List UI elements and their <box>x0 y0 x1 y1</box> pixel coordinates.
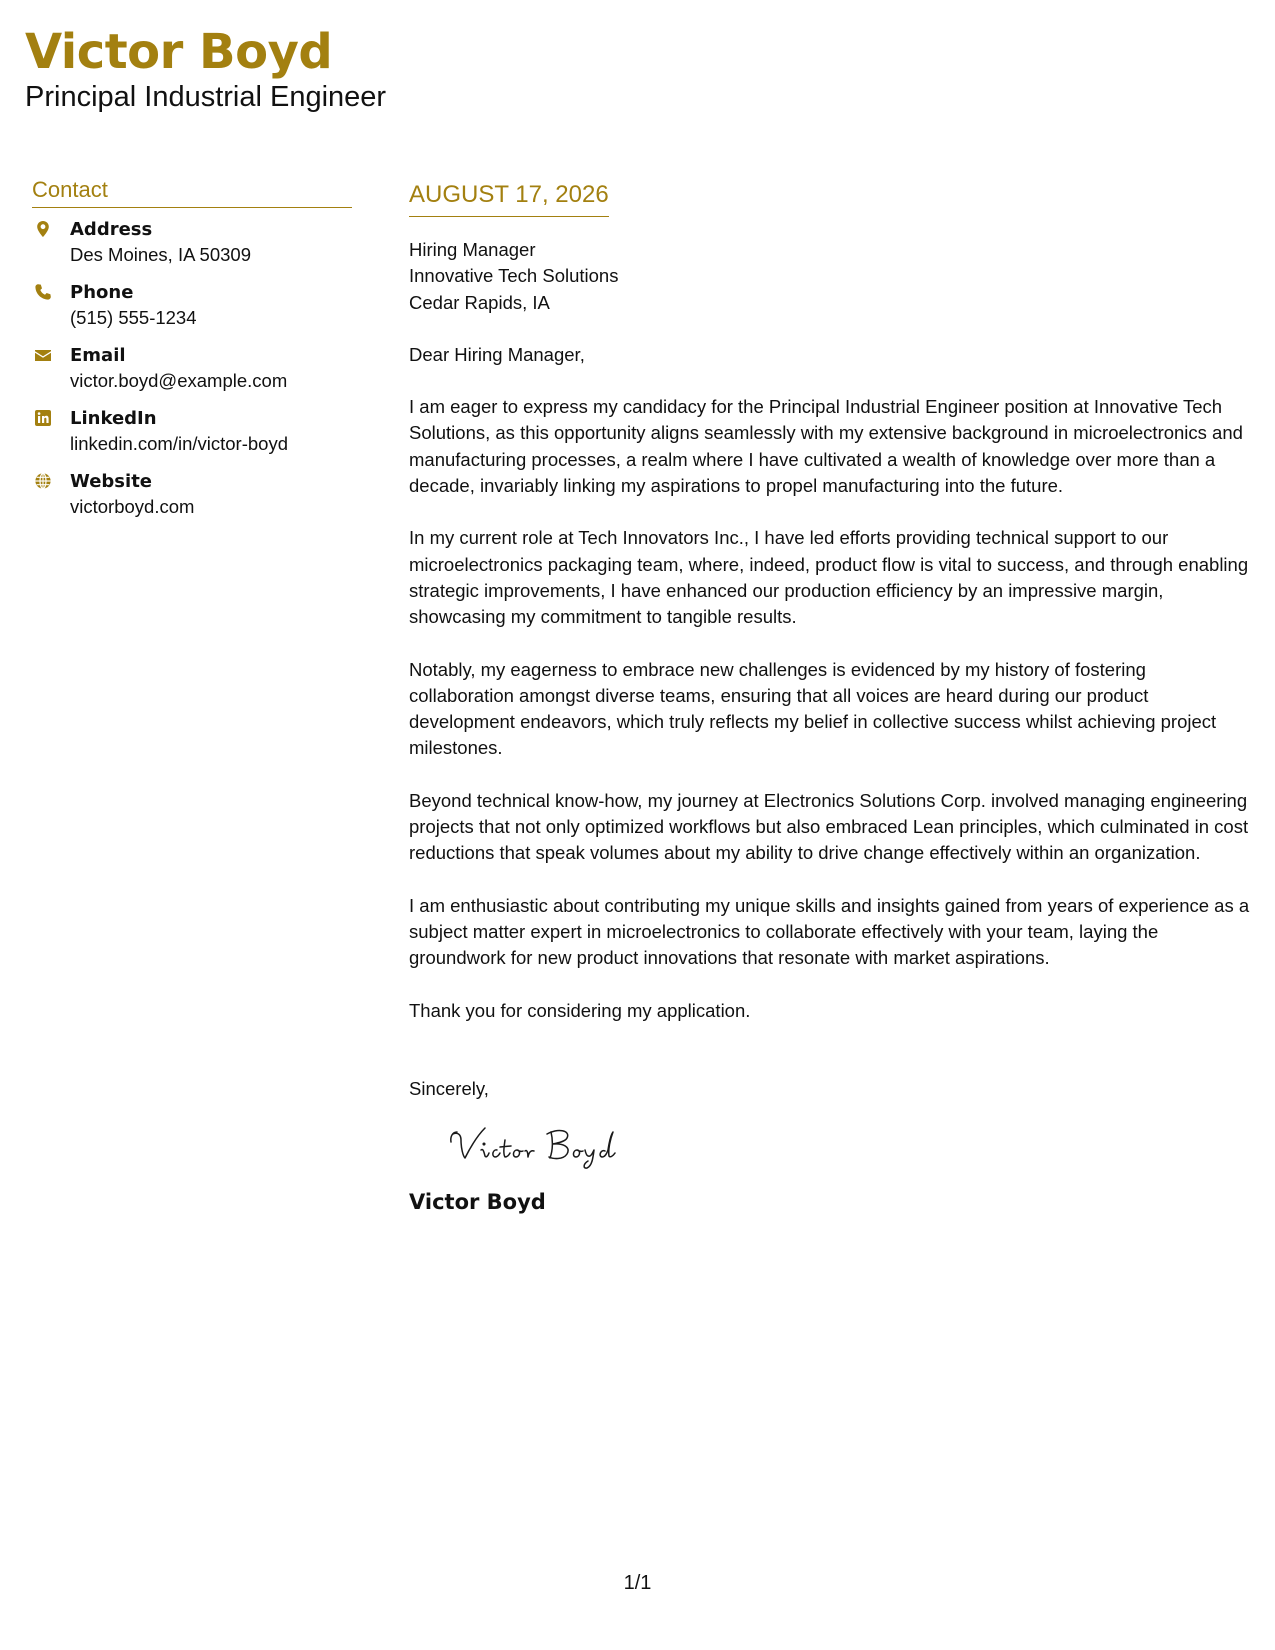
phone-value[interactable]: (515) 555-1234 <box>70 307 197 328</box>
paragraph: Thank you for considering my application. <box>409 999 751 1021</box>
paragraph: Notably, my eagerness to embrace new challenges is evidenced by my history of fostering collaboration amongst diverse teams, ensuring that all voices are heard during our product development endeavors, which truly reflects my belief in collective success whilst achieving project milestones. <box>409 658 1217 759</box>
contact-item-website <box>32 470 352 533</box>
contact-heading: Contact <box>32 176 352 208</box>
contact-list <box>32 218 352 533</box>
recipient-location: Cedar Rapids, IA <box>409 291 550 313</box>
website-value[interactable]: victorboyd.com <box>70 496 195 517</box>
map-pin-icon <box>34 220 52 238</box>
contact-item-address <box>32 218 352 281</box>
contact-label: LinkedIn <box>70 408 157 429</box>
salutation: Dear Hiring Manager, <box>409 343 585 365</box>
contact-item-linkedin <box>32 407 352 470</box>
phone-icon <box>34 283 52 301</box>
page-number: 1/1 <box>623 1572 652 1594</box>
letter-body <box>409 180 1254 1216</box>
contact-item-email <box>32 344 352 407</box>
contact-label: Website <box>70 471 153 492</box>
recipient-title: Hiring Manager <box>409 239 536 260</box>
address-value: Des Moines, IA 50309 <box>70 244 251 265</box>
paragraph: I am eager to express my candidacy for the Principal Industrial Engineer position at Innovative Tech Solutions, as this opportunity aligns seamlessly with my extensive background in microelectronics and manufacturing processes, a realm where I have cultivated a wealth of knowledge over more than a decade, invariably linking my aspirations to propel manufacturing into the future. <box>409 396 1243 497</box>
paragraph: I am enthusiastic about contributing my unique skills and insights gained from years of experience as a subject matter expert in microelectronics to collaborate effectively with your team, laying the groundwork for new product innovations that resonate with market aspirations. <box>409 894 1250 969</box>
recipient-company: Innovative Tech Solutions <box>409 265 619 287</box>
paragraph: In my current role at Tech Innovators Inc., I have led efforts providing technical support to our microelectronics packaging team, where, indeed, product flow is vital to success, and through enabling strategic improvements, I have enhanced our production efficiency by an impressive margin, showcasing my commitment to tangible results. <box>409 527 1249 628</box>
envelope-icon <box>34 346 52 364</box>
closing: Sincerely, <box>409 1077 489 1099</box>
email-value[interactable]: victor.boyd@example.com <box>70 370 288 391</box>
recipient-block <box>409 237 1254 316</box>
handwritten-signature <box>447 1120 637 1172</box>
contact-label: Email <box>70 345 126 366</box>
linkedin-value[interactable]: linkedin.com/in/victor-boyd <box>70 433 288 454</box>
job-title: Principal Industrial Engineer <box>25 81 387 113</box>
linkedin-icon <box>34 409 52 427</box>
contact-label: Phone <box>70 282 134 303</box>
header <box>25 22 386 114</box>
contact-label: Address <box>70 219 153 240</box>
contact-sidebar <box>32 176 352 533</box>
paragraph: Beyond technical know-how, my journey at Electronics Solutions Corp. involved managing engineering projects that not only optimized workflows but also embraced Lean principles, which culminated in cost reductions that speak volumes about my ability to drive change effectively within an organization. <box>409 789 1249 864</box>
signer-name: Victor Boyd <box>409 1190 546 1215</box>
candidate-name: Victor Boyd <box>25 24 333 80</box>
letter-date: AUGUST 17, 2026 <box>409 180 609 217</box>
contact-item-phone <box>32 281 352 344</box>
globe-icon <box>34 472 52 490</box>
